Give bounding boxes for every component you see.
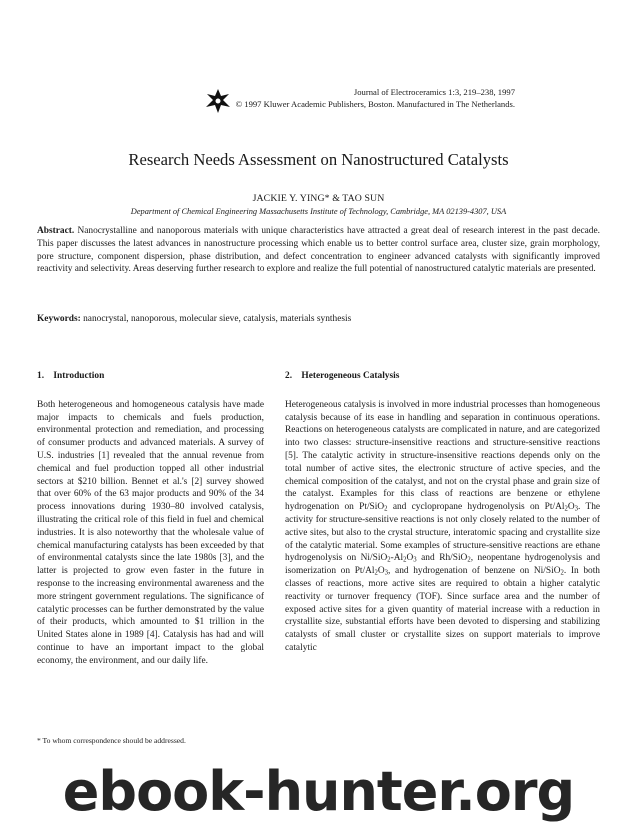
journal-citation: Journal of Electroceramics 1:3, 219–238, 1997	[353, 87, 515, 97]
section-1-heading: 1. Introduction	[37, 371, 105, 381]
copyright-line: © 1997 Kluwer Academic Publishers, Boston. Manufactured in The Netherlands.	[235, 99, 515, 109]
abstract-text: Nanocrystalline and nanoporous materials with unique characteristics have attracted a great deal of research interest in the past decade. This paper discusses the latest advances in nanostructure processing which enable us to better control surface area, cluster size, grain morphology, pore structure, component dispersion, phase distribution, and defect concentration to engineer advanced catalysts with significantly improved reactivity and selectivity. Areas deserving further research to explore and realize the full potential of nanostructured catalytic materials are presented.	[37, 226, 600, 275]
section-2-text: Heterogeneous catalysis is involved in more industrial processes than homogeneous catalysis because of its ease in handling and separation in continuous operations. Reactions on heterogeneous catalysts are complicated in nature, and are categorized into two classes: structure-insensitive reactions and structure-sensitive reactions [5]. The catalytic activity in structure-insensitive reactions depends only on the total number of active sites, the electronic structure of active species, and the chemical composition of the catalyst, and not on the crystal phase and grain size of the catalyst. Examples for this class of reactions are benzene or ethylene hydrogenation on Pt/SiO$_2$ and cyclopropane hydrogenolysis on $Pt/Al_2O_3$. The activity for structure-sensitive reactions is not only closely related to the number of active sites, but also to the crystal structure, interatomic spacing and crystallite size of the catalytic material. Some examples of structure-sensitive reactions are ethane hydrogenolysis on $Ni/SiO_2-Al_2O_3$ and Rh/SiO$_2$, neopentane hydrogenolysis and isomerization on $Pt/Al_2O_3$, and hydrogenation of benzene on Ni/SiO$_2$. In both classes of reactions, more active sites are required to obtain a higher catalytic reactivity or turnover frequency (TOF). Since surface area and the number of exposed active sites for a given quantity of material increase with a reduction in crystallite size, substantial efforts have been devoted to dispersing and stabilizing catalysts of small cluster or crystallite sizes on support materials to improve catalytic	[285, 399, 601, 653]
paper-title: Research Needs Assessment on Nanostructured Catalysts	[128, 150, 509, 169]
section-1-text: Both heterogeneous and homogeneous catalysis have made major impacts to chemicals and fuels production, environmental protection and remediation, and processing of consumer products and advanced materials. A survey of U.S. industries [1] revealed that the annual revenue from chemical and fuel production topped all other industrial sectors at $210 billion. Bennet et al.'s [2] survey showed that over 60% of the 63 major products and 90% of the 34 process innovations during 1930–80 involved catalysis, illustrating the critical role of this field in fuel and chemical industries. It is also noteworthy that the wholesale value of chemical manufacturing catalysts has been exceeded by that of environmental catalysts since the late 1980s [3], and the latter is projected to grow even faster in the future in response to the increasing environmental awareness and the more stringent government regulations. The significance of catalytic processes can be further demonstrated by the value of their products, which amounted to $1 trillion in the United States alone in 1989 [4]. Catalysis has had and will continue to have an important impact to the global economy, the environment, and our daily life.	[37, 399, 264, 666]
keywords-text: nanocrystal, nanoporous, molecular sieve, catalysis, materials synthesis	[83, 314, 352, 324]
kluwer-logo-icon	[205, 88, 231, 114]
authors: JACKIE Y. YING* & TAO SUN	[252, 193, 385, 204]
footnote: * To whom correspondence should be addressed.	[37, 736, 186, 745]
keywords-label: Keywords:	[37, 314, 81, 324]
affiliation: Department of Chemical Engineering Massachusetts Institute of Technology, Cambridge, MA 02139-4307, USA	[130, 207, 507, 216]
column-left	[37, 370, 264, 668]
abstract	[37, 225, 600, 276]
watermark: ebook-hunter.org	[62, 760, 575, 823]
abstract-label: Abstract.	[37, 226, 75, 236]
section-2-heading: 2. Heterogeneous Catalysis	[285, 371, 400, 381]
column-right	[285, 370, 600, 655]
keywords	[37, 314, 600, 324]
